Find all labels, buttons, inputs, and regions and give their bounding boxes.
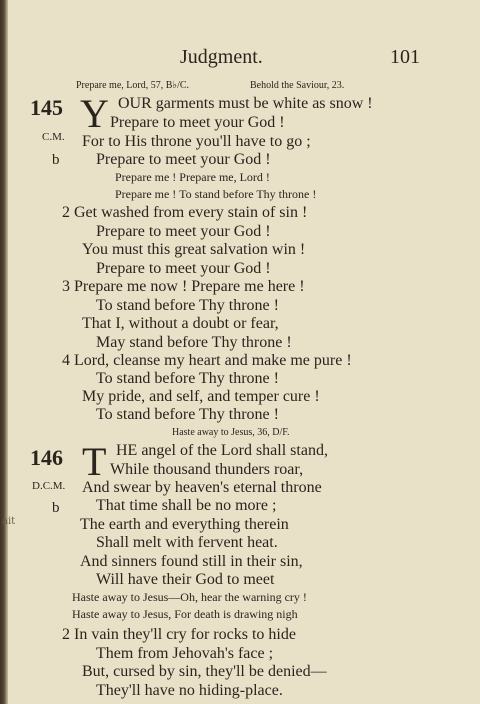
chorus-line: Haste away to Jesus—Oh, hear the warning cry ! (72, 590, 307, 604)
verse-line: And swear by heaven's eternal throne (82, 479, 322, 496)
verse-line: But, cursed by sin, they'll be denied— (82, 663, 327, 680)
verse-line: That I, without a doubt or fear, (82, 315, 279, 332)
verse-line: Will have their God to meet (96, 571, 275, 588)
verse-line: That time shall be no more ; (96, 497, 277, 514)
verse-line: Prepare to meet your God ! (110, 114, 285, 131)
verse-line: 3 Prepare me now ! Prepare me here ! (62, 278, 305, 295)
page-number: 101 (390, 46, 420, 68)
meter-label: C.M. (42, 131, 65, 143)
verse-line: 2 In vain they'll cry for rocks to hide (62, 626, 296, 643)
chorus-line: Prepare me ! To stand before Thy throne ! (115, 187, 317, 201)
tune-reference: Haste away to Jesus, 36, D/F. (172, 427, 290, 438)
hymn-number: 146 (30, 445, 63, 470)
key-label: b (52, 500, 60, 516)
verse-line: 4 Lord, cleanse my heart and make me pure ! (62, 352, 352, 369)
verse-line: They'll have no hiding-place. (96, 682, 283, 699)
verse-line: Prepare to meet your God ! (96, 223, 271, 240)
margin-note: ait (2, 516, 16, 527)
verse-line: The earth and everything therein (80, 516, 289, 533)
drop-cap: Y (80, 91, 109, 136)
verse-line: Shall melt with fervent heat. (96, 534, 278, 551)
verse-line: You must this great salvation win ! (82, 241, 306, 258)
drop-cap: T (82, 439, 107, 484)
verse-line: Them from Jehovah's face ; (96, 645, 274, 662)
verse-line: OUR garments must be white as snow ! (118, 95, 373, 112)
verse-line: And sinners found still in their sin, (80, 553, 303, 570)
verse-line: To stand before Thy throne ! (96, 406, 279, 423)
tune-reference-right: Behold the Saviour, 23. (250, 80, 345, 91)
meter-label: D.C.M. (32, 480, 66, 492)
verse-line: To stand before Thy throne ! (96, 370, 279, 387)
chorus-line: Haste away to Jesus, For death is drawing nigh (72, 607, 298, 621)
verse-line: HE angel of the Lord shall stand, (116, 442, 328, 459)
running-head: Judgment. (180, 46, 263, 68)
verse-line: My pride, and self, and temper cure ! (82, 388, 320, 405)
verse-line: For to His throne you'll have to go ; (82, 133, 311, 150)
verse-line: While thousand thunders roar, (110, 461, 304, 478)
hymn-number: 145 (30, 95, 63, 120)
chorus-line: Prepare me ! Prepare me, Lord ! (115, 170, 270, 184)
verse-line: Prepare to meet your God ! (96, 260, 271, 277)
verse-line: To stand before Thy throne ! (96, 297, 279, 314)
verse-line: May stand before Thy throne ! (96, 334, 292, 351)
tune-reference-left: Prepare me, Lord, 57, B♭/C. (76, 80, 190, 91)
verse-line: 2 Get washed from every stain of sin ! (62, 204, 308, 221)
key-label: b (52, 152, 60, 168)
verse-line: Prepare to meet your God ! (96, 151, 271, 168)
